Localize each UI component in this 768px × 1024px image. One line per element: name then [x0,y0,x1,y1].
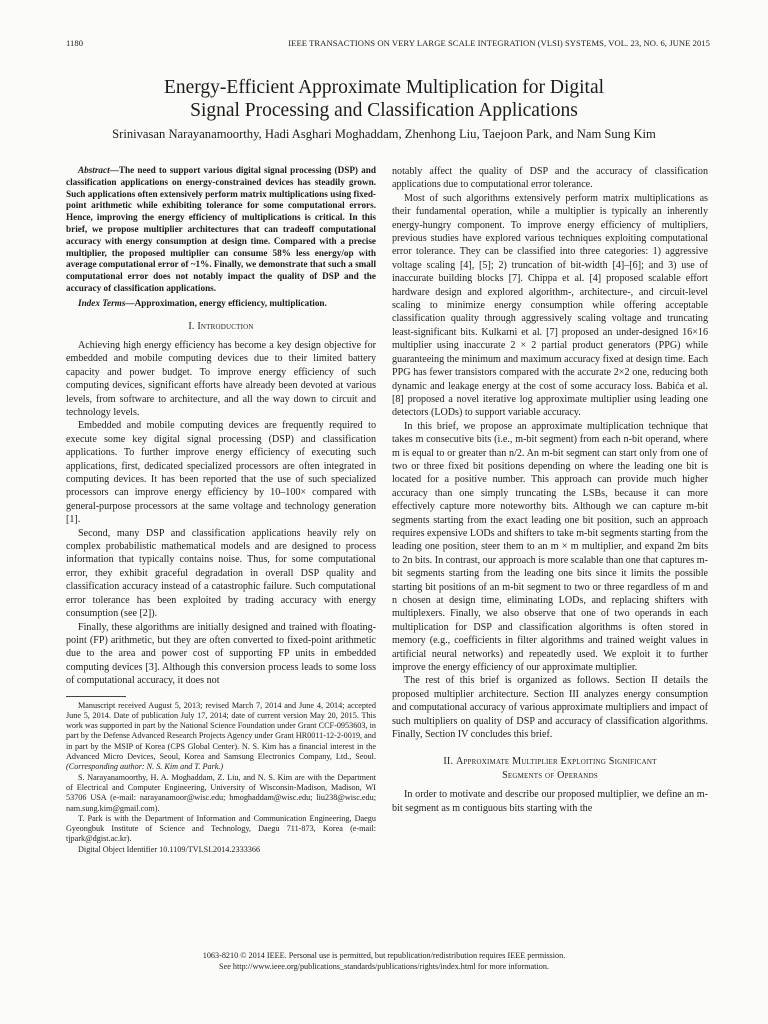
left-column [66,165,376,855]
title-line-1: Energy-Efficient Approximate Multiplication for Digital [163,77,605,98]
index-terms-text: Approximation, energy efficiency, multiplication. [134,297,327,308]
paper-title [0,76,768,122]
section-1-heading: I. Introduction [188,320,254,332]
footnote-divider [66,696,126,697]
index-terms: Index Terms—Approximation, energy efficiency, multiplication. [78,297,327,308]
section-2-heading: II. Approximate Multiplier Exploiting Significant Segments of Operands [443,756,657,781]
doi: Digital Object Identifier 10.1109/TVLSI.2014.2333366 [78,844,261,854]
rights-link: See http://www.ieee.org/publications_standards/publications/rights/index.html for more information. [219,962,549,971]
intro-paragraph: Second, many DSP and classification applications heavily rely on complex probabilistic mathematical models and are designed to process information that typically contains noise. Thus, for some computational error, they exhibit graceful degradation in overall DSP quality and classification accuracy instead of a catastrophic failure. Such computational error tolerance has been exploited by trading accuracy with energy consumption (see [2]). [66,527,376,620]
page-number: 1180 [66,38,84,48]
running-header [66,38,710,52]
footnote-affiliation-2: T. Park is with the Department of Information and Communication Engineering, Daegu Gyeongbuk Institute of Science and Technology, Daegu 711-873, Korea (e-mail: tjpark@dgist.ac.kr). [66,813,376,844]
footnote-received: Manuscript received August 5, 2013; revised March 7, 2014 and June 4, 2014; accepted June 5, 2014. Date of publication July 17, 2014; date of current version May 20, 2015. This work was supported in part by the National Science Foundation under Grant CCF-0953603, in part by the Defense Advanced Research Projects Agency under Grant HR0011-12-2-0019, and in part by the MSIP of Korea (CPS Global Center). N. S. Kim has a financial interest in the Advanced Micro Devices, Seoul, Korea and Samsung Electronics Company, Ltd., Seoul. (Corresponding author: N. S. Kim and T. Park.) [66,700,376,772]
abstract: Abstract—The need to support various digital signal processing (DSP) and classification applications on energy-constrained devices has steadily grown. Such applications often extensively perform matrix multiplications using fixed-point arithmetic while exhibiting tolerance for some computational errors. Hence, improving the energy efficiency of multiplications is critical. In this brief, we propose multiplier architectures that can tradeoff computational accuracy with energy consumption at design time. Compared with a precise multiplier, the proposed multiplier can consume 58% less energy/op with average computational error of ~1%. Finally, we demonstrate that such a small computational error does not notably impact the quality of DSP and the accuracy of classification applications. [66,165,376,293]
right-column [392,165,708,815]
section-2-paragraph: In order to motivate and describe our proposed multiplier, we define an m-bit segment as m contiguous bits starting with the [392,789,708,814]
title-line-2: Signal Processing and Classification Applications [190,100,578,121]
intro-paragraph: Embedded and mobile computing devices are frequently required to execute some key digital signal processing (DSP) and classification applications. To further improve energy efficiency of executing such applications, first, dedicated specialized processors are often integrated in computing devices. It has been reported that the use of such specialized processors can improve energy efficiency by 10–100× compared with general-purpose processors at the same voltage and technology generation [1]. [66,420,376,526]
index-terms-label: Index Terms [78,297,126,308]
intro-paragraph: Finally, these algorithms are initially designed and trained with floating-point (FP) arithmetic, but they are often converted to fixed-point arithmetic due to the area and power cost of supporting FP units in embedded computing devices [3]. Although this conversion process leads to some loss of computational accuracy, it does not [66,621,376,687]
copyright-line: 1063-8210 © 2014 IEEE. Personal use is permitted, but republication/redistribution requires IEEE permission. [202,951,566,960]
abstract-text: The need to support various digital signal processing (DSP) and classification applications on energy-constrained devices has steadily grown. Such applications often extensively perform matrix multiplications using fixed-point arithmetic while exhibiting tolerance for some computational errors. Hence, improving the energy efficiency of multiplications is critical. In this brief, we propose multiplier architectures that can tradeoff computational accuracy with energy consumption at design time. Compared with a precise multiplier, the proposed multiplier can consume 58% less energy/op with average computational error of ~1%. Finally, we demonstrate that such a small computational error does not notably impact the quality of DSP and the accuracy of classification applications. [66,165,376,293]
body-paragraph: The rest of this brief is organized as follows. Section II details the proposed multiplier architecture. Section III analyzes energy consumption and computational accuracy of various approximate multipliers and impact of such multipliers on quality of DSP and accuracy of classification algorithms. Finally, Section IV concludes this brief. [392,675,708,741]
intro-paragraph: Achieving high energy efficiency has become a key design objective for embedded and mobile computing devices due to their limited battery capacity and power budget. To improve energy efficiency of such computing devices, significant efforts have already been devoted at various levels, from software to architecture, and all the way down to circuit and technology levels. [66,339,376,418]
body-paragraph: In this brief, we propose an approximate multiplication technique that takes m consecutive bits (i.e., m-bit segment) from each n-bit operand, where m is equal to or greater than n/2. An m-bit segment can start only from one of two or three fixed bit positions depending on where the leading one bit is located for a positive number. This approach can provide much higher accuracy than one simply truncating the LSBs, because it can more effectively capture more noteworthy bits. Although we can capture m-bit segments starting from the exact leading one bit position, such an approach requires expensive LODs and shifters to take m-bit segments starting from the leading one position, steer them to an m × m multiplier, and expand 2m bits to 2n bits. In contrast, our approach is more scalable than one that captures m-bit segments starting from the leading one bits since it limits the possible starting bit positions of an m-bit segment to two or three regardless of m and n chosen at design time, eliminating LODs, and replacing shifters with multiplexers. Finally, we also observe that one of two operands in each multiplication for DSP and classification algorithms is often stored in memory (e.g., coefficients in filter algorithms and trained weight values in artificial neural networks) and repeatedly used. We exploit it to further improve the energy efficiency of our approximate multiplier. [392,420,708,674]
copyright-footer [0,950,768,972]
corresponding-author: (Corresponding author: N. S. Kim and T. Park.) [66,762,224,772]
body-paragraph: Most of such algorithms extensively perform matrix multiplications as their fundamental operation, while a multiplier is typically an inherently energy-hungry component. To improve energy efficiency of multipliers, previous studies have explored various techniques exploiting computational error tolerance. They can be classified into three categories: 1) aggressive voltage scaling [4], [5]; 2) truncation of bit-width [4]–[6]; and 3) use of inaccurate building blocks [7]. Chippa et al. [4] proposed scalable effort hardware design and explored algorithm-, architecture-, and circuit-level scaling to minimize energy consumption while offering acceptable classification quality through aggressively scaling voltage and truncating least-significant bits. Kulkarni et al. [7] proposed an under-designed 16×16 multiplier using inaccurate 2 × 2 partial product generators (PPG) while guaranteeing the minimum and maximum accuracy fixed at design time. Each PPG has fewer transistors compared with the accurate 2×2 one, reducing both dynamic and leakage energy at the cost of some accuracy loss. Babića et al. [8] proposed a novel iterative log approximate multiplier using leading one detectors (LODs) to support variable accuracy. [392,192,708,419]
author-list: Srinivasan Narayanamoorthy, Hadi Asghari Moghaddam, Zhenhong Liu, Taejoon Park, and Nam Sung Kim [112,127,656,141]
journal-name: IEEE TRANSACTIONS ON VERY LARGE SCALE INTEGRATION (VLSI) SYSTEMS, VOL. 23, NO. 6, JUNE 2015 [288,38,710,48]
abstract-label: Abstract [78,165,110,175]
footnote-affiliation-1: S. Narayanamoorthy, H. A. Moghaddam, Z. Liu, and N. S. Kim are with the Department of Electrical and Computer Engineering, University of Wisconsin-Madison, Madison, WI 53706 USA (e-mail: narayanamoor@wisc.edu; hmoghaddam@wisc.edu; liu238@wisc.edu; nam.sung.kim@gmail.com). [66,772,376,813]
body-paragraph: notably affect the quality of DSP and the accuracy of classification applications due to computational error tolerance. [392,166,708,191]
